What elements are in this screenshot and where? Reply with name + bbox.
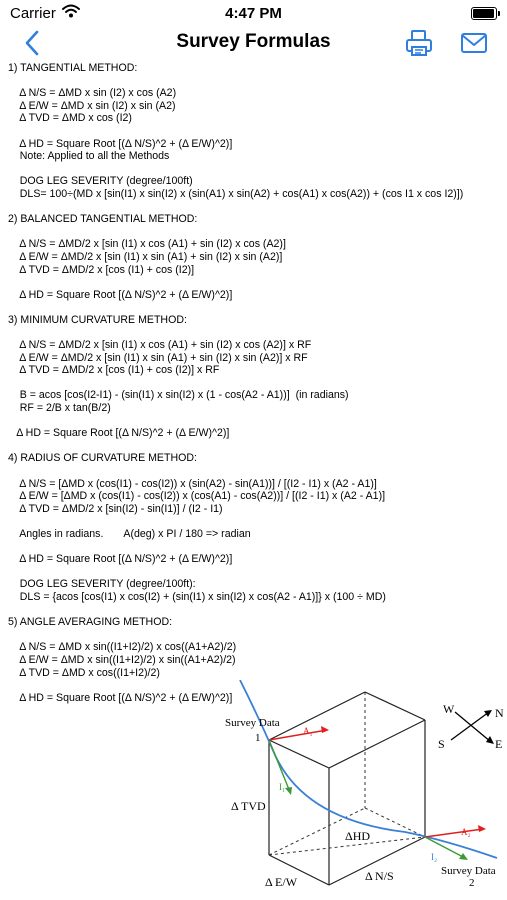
arrowhead: [478, 825, 486, 832]
formula-line: Δ E/W = [ΔMD x (cos(I1) - cos(I2)) x (cos(A1) - cos(A2))] / [(I2 - I1) x (A2 - A1)]: [8, 490, 386, 503]
formula-line: Δ E/W = ΔMD/2 x [sin (I1) x sin (A1) + sin (I2) x sin (A2)]: [8, 250, 283, 263]
blank-line: [8, 541, 503, 554]
blank-line: [8, 515, 503, 528]
print-button[interactable]: [404, 28, 434, 58]
azimuth-vector-2: [425, 829, 483, 837]
arrowhead: [459, 853, 468, 860]
status-bar: [0, 0, 507, 26]
blank-line: [8, 415, 503, 428]
formula-line: DLS= 100÷(MD x [sin(I1) x sin(I2) x (sin(A1) x sin(A2) + cos(A1) x cos(A2)) + (cos I1 x cos I2)]): [8, 187, 464, 200]
i1-label: I₁: [279, 782, 286, 792]
compass-icon: [438, 702, 504, 751]
point-2-label: 2: [469, 877, 475, 889]
clock: 4:47 PM: [225, 5, 282, 22]
navigation-bar: [0, 26, 507, 60]
formula-line: Δ N/S = ΔMD x sin (I2) x cos (A2): [8, 87, 177, 100]
box-hidden-edge: [365, 808, 425, 837]
point-1-label: 1: [255, 732, 261, 744]
blank-line: [8, 75, 503, 88]
box-edge: [365, 692, 425, 720]
blank-line: [8, 629, 503, 642]
formula-line: Δ TVD = ΔMD/2 x [cos (I1) + cos (I2)]: [8, 263, 195, 276]
formula-line: Δ TVD = ΔMD/2 x [sin(I2) - sin(I1)] / (I2 - I1): [8, 502, 223, 515]
arrowhead: [321, 726, 329, 733]
blank-line: [8, 604, 503, 617]
formula-line: DOG LEG SEVERITY (degree/100ft):: [8, 578, 196, 591]
section-title: 1) TANGENTIAL METHOD:: [8, 62, 138, 74]
formula-line: Δ N/S = ΔMD/2 x [sin (I1) x cos (A1) + sin (I2) x cos (A2)] x RF: [8, 339, 312, 352]
formula-line: Δ E/W = ΔMD x sin (I2) x sin (A2): [8, 99, 176, 112]
printer-icon: [404, 28, 434, 58]
formula-line: Δ HD = Square Root [(Δ N/S)^2 + (Δ E/W)^2)]: [8, 691, 233, 704]
i2-label: I₂: [431, 852, 438, 862]
a1-label: A₁: [303, 726, 313, 736]
box-edge: [329, 720, 425, 768]
battery-level: [473, 9, 494, 18]
compass-s-label: S: [438, 737, 445, 751]
formula-line: Δ E/W = ΔMD x sin((I1+I2)/2) x sin((A1+A2)/2): [8, 653, 236, 666]
compass-n-label: N: [495, 706, 504, 720]
formula-line: Note: Applied to all the Methods: [8, 150, 170, 163]
tvd-label: Δ TVD: [231, 799, 266, 813]
formula-line: Angles in radians. A(deg) x PI / 180 => radian: [8, 527, 251, 540]
section-title: 2) BALANCED TANGENTIAL METHOD:: [8, 213, 198, 226]
section-title: 3) MINIMUM CURVATURE METHOD:: [8, 313, 187, 326]
box-edge: [269, 692, 365, 740]
ns-label: Δ N/S: [365, 869, 394, 883]
envelope-icon: [459, 29, 489, 57]
compass-e-label: E: [495, 737, 503, 751]
blank-line: [8, 276, 503, 289]
formula-line: B = acos [cos(I2-I1) - (sin(I1) x sin(I2) x (1 - cos(A2 - A1))] (in radians): [8, 389, 349, 402]
formula-line: Δ HD = Square Root [(Δ N/S)^2 + (Δ E/W)^2)]: [8, 427, 230, 440]
arrowhead: [285, 787, 292, 795]
formula-line: Δ HD = Square Root [(Δ N/S)^2 + (Δ E/W)^2)]: [8, 288, 233, 301]
blank-line: [8, 326, 503, 339]
formula-line: Δ TVD = ΔMD x cos (I2): [8, 112, 132, 125]
blank-line: [8, 440, 503, 453]
blank-line: [8, 465, 503, 478]
formula-line: Δ N/S = ΔMD x sin((I1+I2)/2) x cos((A1+A2)/2): [8, 641, 237, 654]
blank-line: [8, 301, 503, 314]
blank-line: [8, 125, 503, 138]
formulas-text: [8, 62, 503, 704]
survey-data-1-label: Survey Data: [225, 717, 280, 729]
section-title: 5) ANGLE AVERAGING METHOD:: [8, 616, 173, 629]
formula-line: Δ TVD = ΔMD/2 x [cos (I1) + cos (I2)] x RF: [8, 364, 220, 377]
formula-line: DLS = {acos [cos(I1) x cos(I2) + (sin(I1) x sin(I2) x cos(A2 - A1)]} x (100 ÷ MD): [8, 590, 386, 603]
carrier-label: Carrier: [10, 5, 56, 22]
survey-data-2-label: Survey Data: [441, 865, 496, 877]
section-title: 4) RADIUS OF CURVATURE METHOD:: [8, 452, 197, 465]
compass-w-label: W: [443, 702, 455, 716]
page-title: Survey Formulas: [176, 31, 331, 52]
blank-line: [8, 163, 503, 176]
formula-line: Δ HD = Square Root [(Δ N/S)^2 + (Δ E/W)^2)]: [8, 137, 233, 150]
blank-line: [8, 226, 503, 239]
ew-label: Δ E/W: [265, 875, 298, 889]
formula-line: DOG LEG SEVERITY (degree/100ft): [8, 175, 193, 188]
formula-line: RF = 2/B x tan(B/2): [8, 402, 111, 415]
email-button[interactable]: [459, 29, 489, 57]
wellbore-survey-diagram: [215, 680, 507, 900]
a2-label: A₂: [461, 827, 471, 837]
blank-line: [8, 377, 503, 390]
blank-line: [8, 566, 503, 579]
formula-line: Δ TVD = ΔMD x cos((I1+I2)/2): [8, 666, 160, 679]
formula-line: Δ HD = Square Root [(Δ N/S)^2 + (Δ E/W)^2)]: [8, 553, 233, 566]
formula-line: Δ N/S = ΔMD/2 x [sin (I1) x cos (A1) + sin (I2) x cos (A2)]: [8, 238, 286, 251]
hd-label: ΔHD: [345, 829, 371, 843]
formula-line: Δ N/S = [ΔMD x (cos(I1) - cos(I2)) x (sin(A2) - sin(A1))] / [(I2 - I1) x (A2 - A1)]: [8, 477, 377, 490]
battery-icon: [471, 7, 497, 20]
formula-line: Δ E/W = ΔMD/2 x [sin (I1) x sin (A1) + sin (I2) x sin (A2)] x RF: [8, 351, 308, 364]
blank-line: [8, 201, 503, 214]
